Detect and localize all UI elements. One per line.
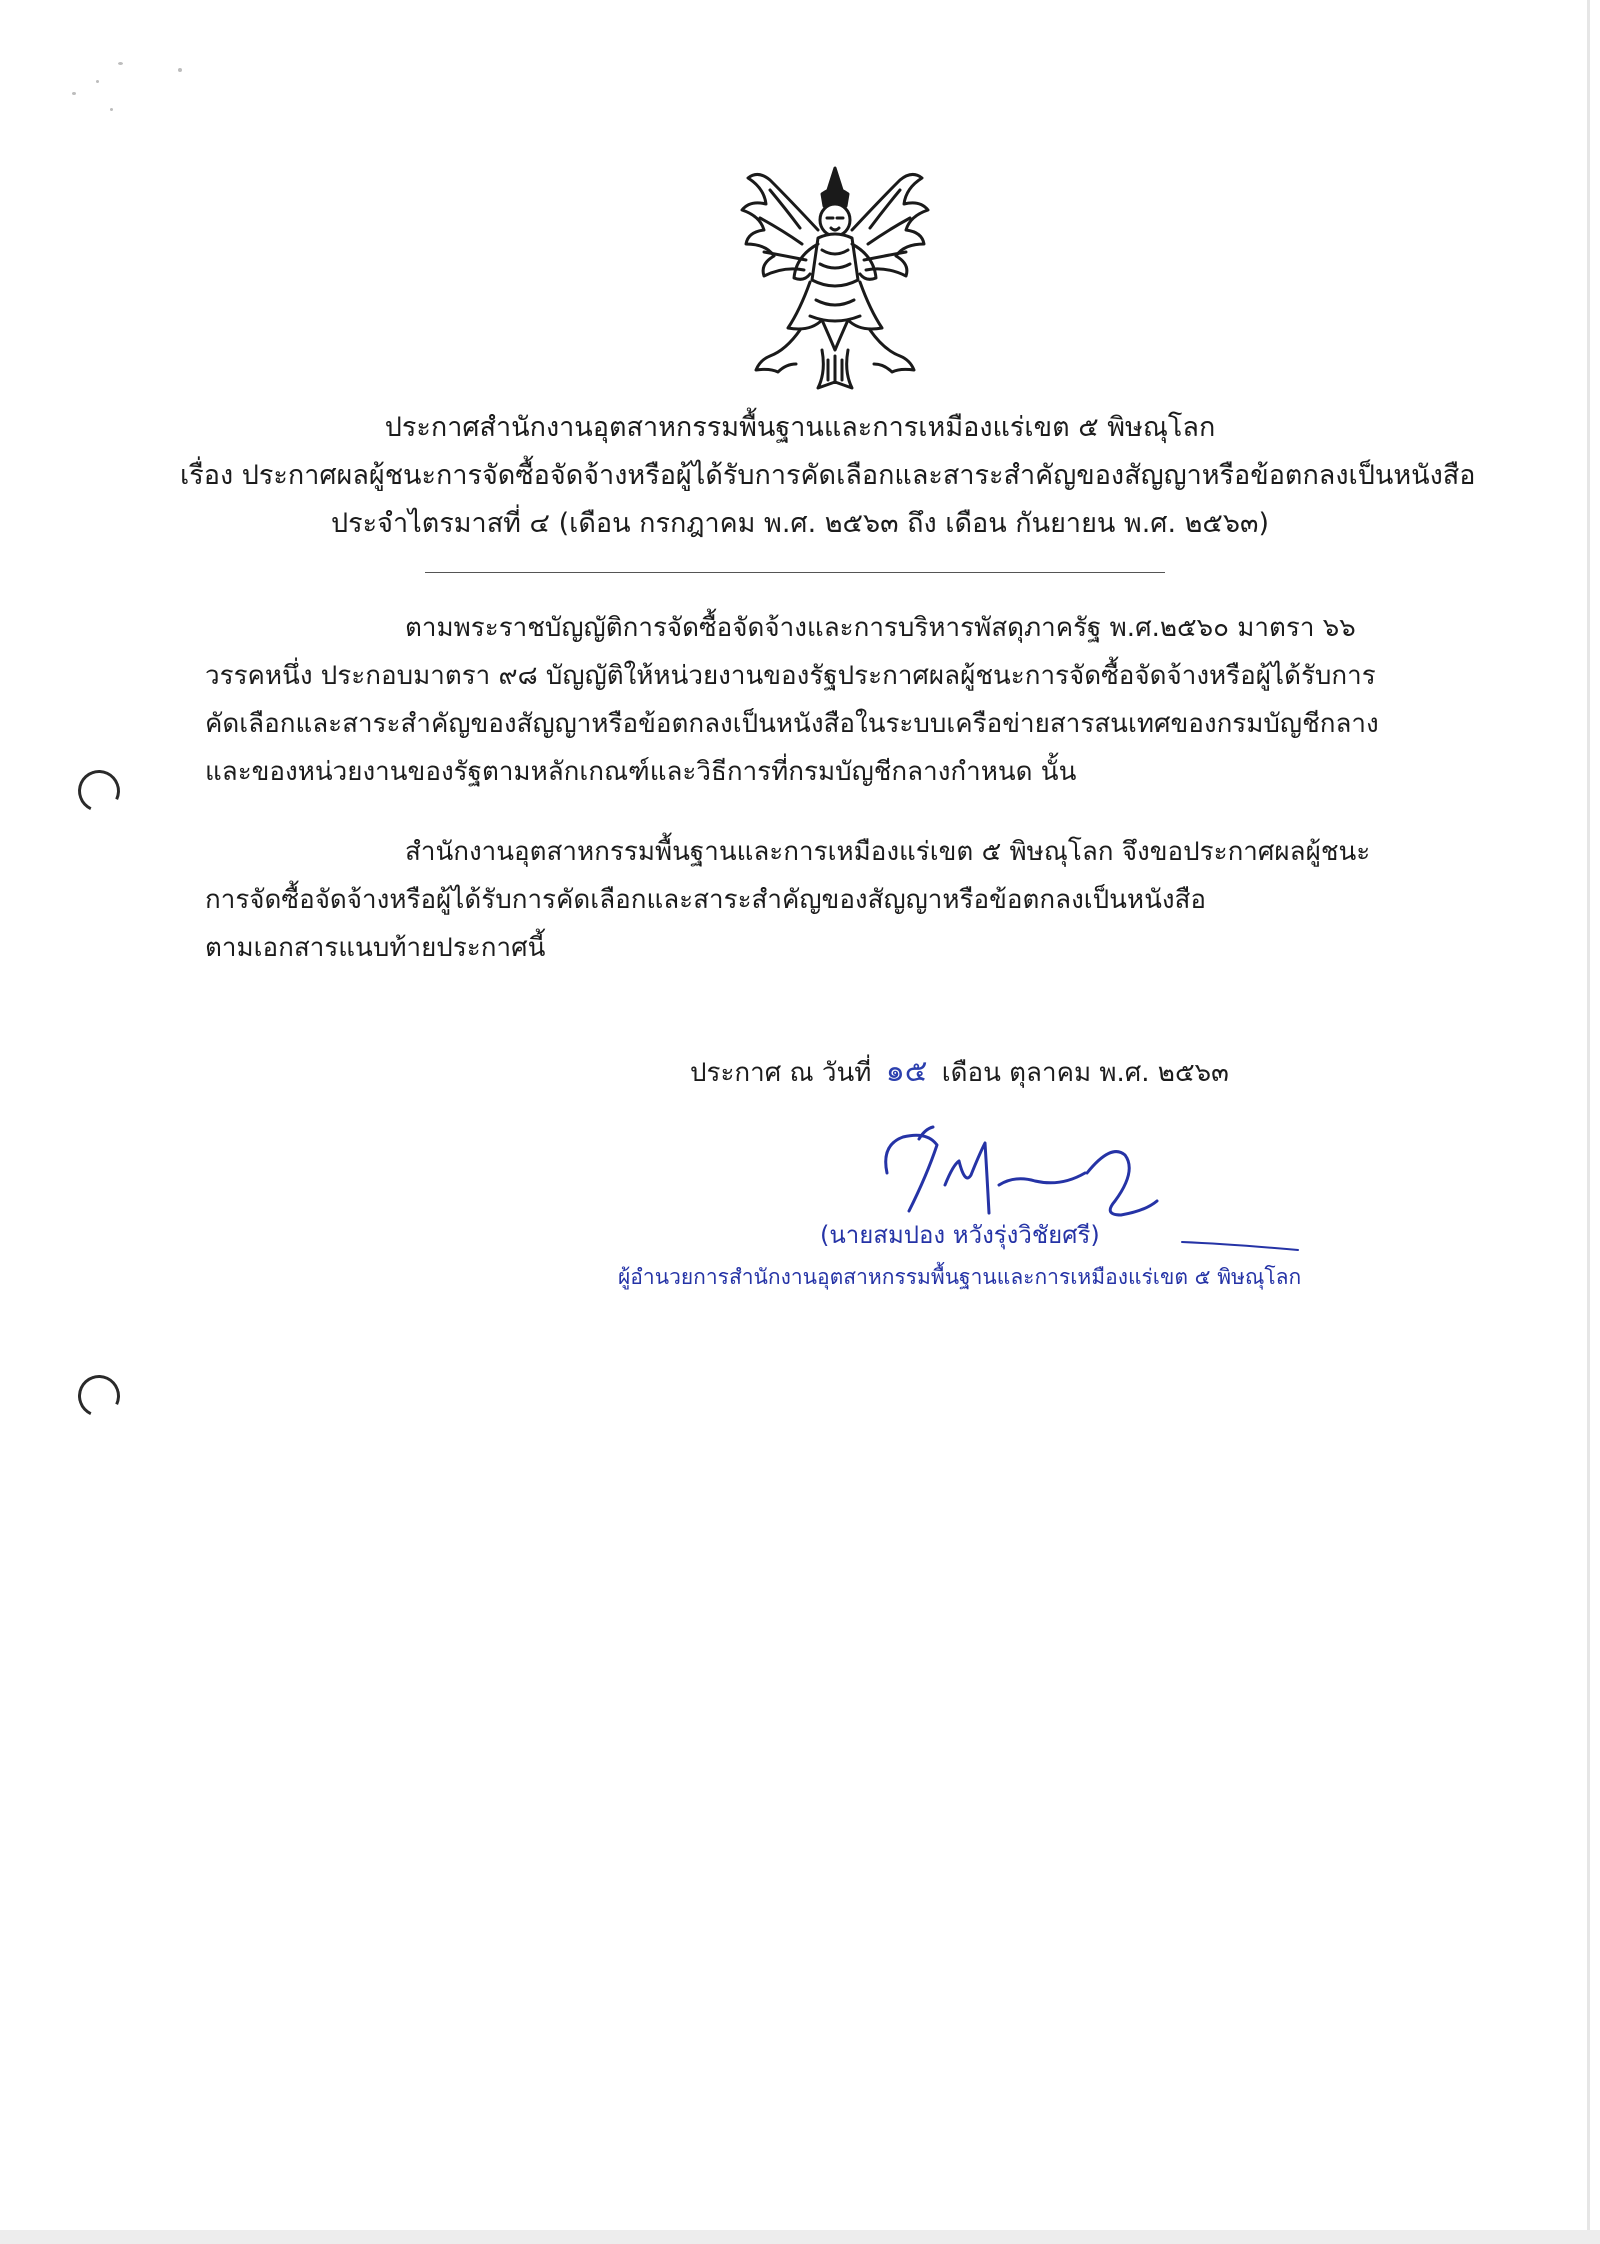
- header-divider: [425, 572, 1165, 573]
- paragraph-line: การจัดซื้อจัดจ้างหรือผู้ได้รับการคัดเลือกและสาระสำคัญของสัญญาหรือข้อตกลงเป็นหนังสือ: [205, 885, 1207, 915]
- paragraph-line: คัดเลือกและสาระสำคัญของสัญญาหรือข้อตกลงเป็นหนังสือในระบบเครือข่ายสารสนเทศของกรมบัญชีกลาง: [205, 709, 1379, 739]
- punch-hole-mark: [72, 1369, 126, 1423]
- signature-flourish: [1180, 1238, 1300, 1254]
- punch-hole-mark: [72, 764, 126, 818]
- date-suffix: เดือน ตุลาคม พ.ศ. ๒๕๖๓: [941, 1058, 1229, 1088]
- paragraph-line: ตามเอกสารแนบท้ายประกาศนี้: [205, 933, 546, 963]
- body-paragraph-1: [205, 604, 1415, 796]
- paragraph-line: สำนักงานอุตสาหกรรมพื้นฐานและการเหมืองแร่เขต ๕ พิษณุโลก จึงขอประกาศผลผู้ชนะ: [405, 837, 1371, 867]
- scan-speck: [178, 68, 182, 72]
- signatory-title: ผู้อำนวยการสำนักงานอุตสาหกรรมพื้นฐานและการเหมืองแร่เขต ๕ พิษณุโลก: [618, 1265, 1302, 1289]
- paragraph-line: ตามพระราชบัญญัติการจัดซื้อจัดจ้างและการบริหารพัสดุภาครัฐ พ.ศ.๒๕๖๐ มาตรา ๖๖: [405, 613, 1356, 643]
- body-paragraph-2: [205, 828, 1415, 972]
- announcement-title: ประกาศสำนักงานอุตสาหกรรมพื้นฐานและการเหมืองแร่เขต ๕ พิษณุโลก: [384, 412, 1216, 443]
- scan-speck: [96, 80, 99, 83]
- paragraph-line: และของหน่วยงานของรัฐตามหลักเกณฑ์และวิธีการที่กรมบัญชีกลางกำหนด นั้น: [205, 757, 1077, 787]
- scan-edge-bottom: [0, 2230, 1600, 2244]
- announcement-date: [690, 1052, 1229, 1093]
- date-day-handwritten: ๑๕: [885, 1054, 928, 1089]
- announcement-subject: เรื่อง ประกาศผลผู้ชนะการจัดซื้อจัดจ้างหรือผู้ได้รับการคัดเลือกและสาระสำคัญของสัญญาหรือข้อตกลงเป็นหนังสือ: [180, 460, 1476, 491]
- scan-speck: [110, 108, 113, 111]
- signatory-name: (นายสมปอง หวังรุ่งวิชัยศรี): [820, 1221, 1100, 1249]
- announcement-period: ประจำไตรมาสที่ ๔ (เดือน กรกฎาคม พ.ศ. ๒๕๖๓ ถึง เดือน กันยายน พ.ศ. ๒๕๖๓): [331, 508, 1269, 539]
- paragraph-line: วรรคหนึ่ง ประกอบมาตรา ๙๘ บัญญัติให้หน่วยงานของรัฐประกาศผลผู้ชนะการจัดซื้อจัดจ้างหรือผู้ได้รับการ: [205, 661, 1376, 691]
- scan-edge-right: [1587, 0, 1590, 2244]
- scan-speck: [118, 62, 123, 65]
- scan-speck: [72, 92, 76, 95]
- handwritten-signature: [875, 1115, 1165, 1230]
- garuda-emblem: [730, 160, 940, 395]
- date-prefix: ประกาศ ณ วันที่: [690, 1058, 872, 1088]
